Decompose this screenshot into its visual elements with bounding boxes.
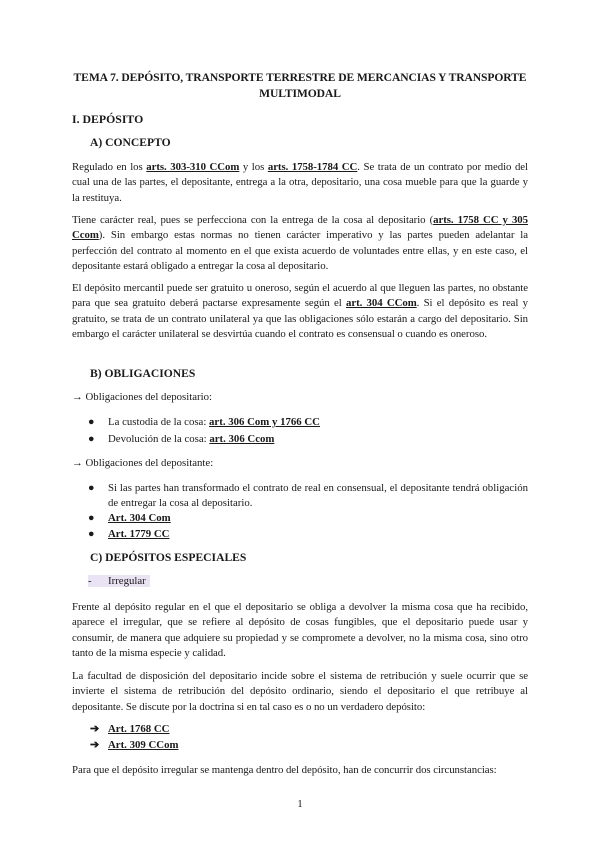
list-item-text: Devolución de la cosa: [108, 433, 210, 445]
section-heading-deposito: I. DEPÓSITO [72, 112, 144, 126]
bullet-icon: ● [88, 528, 95, 540]
list-item [88, 511, 528, 526]
paragraph-regulacion [72, 160, 528, 206]
bullet-icon: ● [88, 416, 95, 428]
dash-marker: - [88, 575, 92, 587]
arrow-right-icon: ➔ [90, 739, 100, 751]
page-number: 1 [297, 798, 303, 810]
subheading-concepto: A) CONCEPTO [90, 136, 171, 149]
legal-reference: art. 306 Com y 1766 CC [209, 416, 320, 428]
legal-reference: Art. 309 CCom [108, 739, 179, 751]
bullet-icon: ● [88, 512, 95, 524]
list-item-text: La custodia de la cosa: [108, 416, 210, 428]
legal-reference: Art. 1779 CC [108, 528, 170, 540]
arrow-right-icon: ➔ [90, 723, 100, 735]
item-label: Irregular [108, 575, 146, 587]
text-run: y los [239, 161, 268, 173]
text-run: ). Sin embargo estas normas no tienen carácter imperativo y las partes pueden adelantar la perfección del contrato al momento en el que exista acuerdo de voluntades entre ellas, y en este caso, el depositante estará obligado a entregar la cosa al depositario. [72, 229, 528, 273]
arrow-list-item [90, 738, 178, 751]
legal-reference: art. 306 Ccom [209, 433, 275, 445]
paragraph-caracter-real [72, 213, 528, 275]
legal-reference: arts. 303-310 CCom [146, 161, 240, 173]
document-title: TEMA 7. DEPÓSITO, TRANSPORTE TERRESTRE DE MERCANCIAS Y TRANSPORTE MULTIMODAL [73, 71, 527, 100]
label-obligaciones-depositario: → Obligaciones del depositario: [72, 391, 213, 403]
legal-reference: art. 304 CCom [345, 297, 417, 310]
paragraph-deposito-irregular: Frente al depósito regular en el que el depositario se obliga a devolver la misma cosa que ha recibido, aparece el irregular, que se refiere al depósito de cosas fungibles, que el depositario puede usar y consumir, de manera que adquiere su propiedad y se compromete a devolver, no la misma cosa, sino otro tanto de la misma especie y calidad. [72, 601, 528, 660]
legal-reference: arts. 1758-1784 CC [267, 161, 358, 173]
bullet-icon: ● [88, 482, 95, 494]
text-run: . Si el depósito es real y gratuito, se trata de un contrato unilateral ya que las obligaciones sólo estarán a cargo del depositario. Sin embargo el carácter unilateral se desvirtúa cuando el contrato es consensual o cuando es oneroso. [72, 297, 529, 341]
arrow-list-item [90, 722, 169, 735]
bullet-icon: ● [88, 433, 95, 445]
paragraph-facultad-disposicion: La facultad de disposición del depositario incide sobre el sistema de retribución y suele ocurrir que se invierte el sistema de retribución del depósito ordinario, siendo el depositario el que retribuye al depositante. Se discute por la doctrina si en tal caso es o no un verdadero depósito: [72, 670, 528, 713]
list-item [88, 527, 528, 542]
text-run: Tiene carácter real, pues se perfecciona con la entrega de la cosa al depositario ( [72, 214, 434, 226]
list-item [88, 481, 528, 511]
list-item-text: Si las partes han transformado el contrato de real en consensual, el depositante tendrá obligación de entregar la cosa al depositario. [108, 482, 528, 509]
text-run: Regulado en los [72, 161, 147, 173]
subheading-depositos-especiales: C) DEPÓSITOS ESPECIALES [90, 551, 247, 564]
highlighted-item-irregular [88, 575, 150, 587]
legal-reference: Art. 304 Com [108, 512, 171, 524]
subheading-obligaciones: B) OBLIGACIONES [90, 367, 196, 380]
list-item [88, 432, 528, 447]
legal-reference: Art. 1768 CC [108, 723, 170, 735]
text-run: . Se trata de un contrato por medio del cual una de las partes, el depositante, entrega a la otra, depositario, una cosa mueble para que la guarde y la restituya. [72, 161, 528, 204]
legal-reference: arts. 1758 CC y 305 Ccom [72, 214, 528, 242]
paragraph-circunstancias: Para que el depósito irregular se mantenga dentro del depósito, han de concurrir dos circunstancias: [72, 764, 497, 776]
text-run: El depósito mercantil puede ser gratuito u oneroso, según el acuerdo al que lleguen las partes, no obstante para que sea gratuito deberá pactarse expresamente según el [72, 282, 528, 310]
list-item [88, 415, 528, 430]
label-obligaciones-depositante: → Obligaciones del depositante: [72, 457, 214, 469]
paragraph-gratuito-oneroso [72, 281, 528, 343]
